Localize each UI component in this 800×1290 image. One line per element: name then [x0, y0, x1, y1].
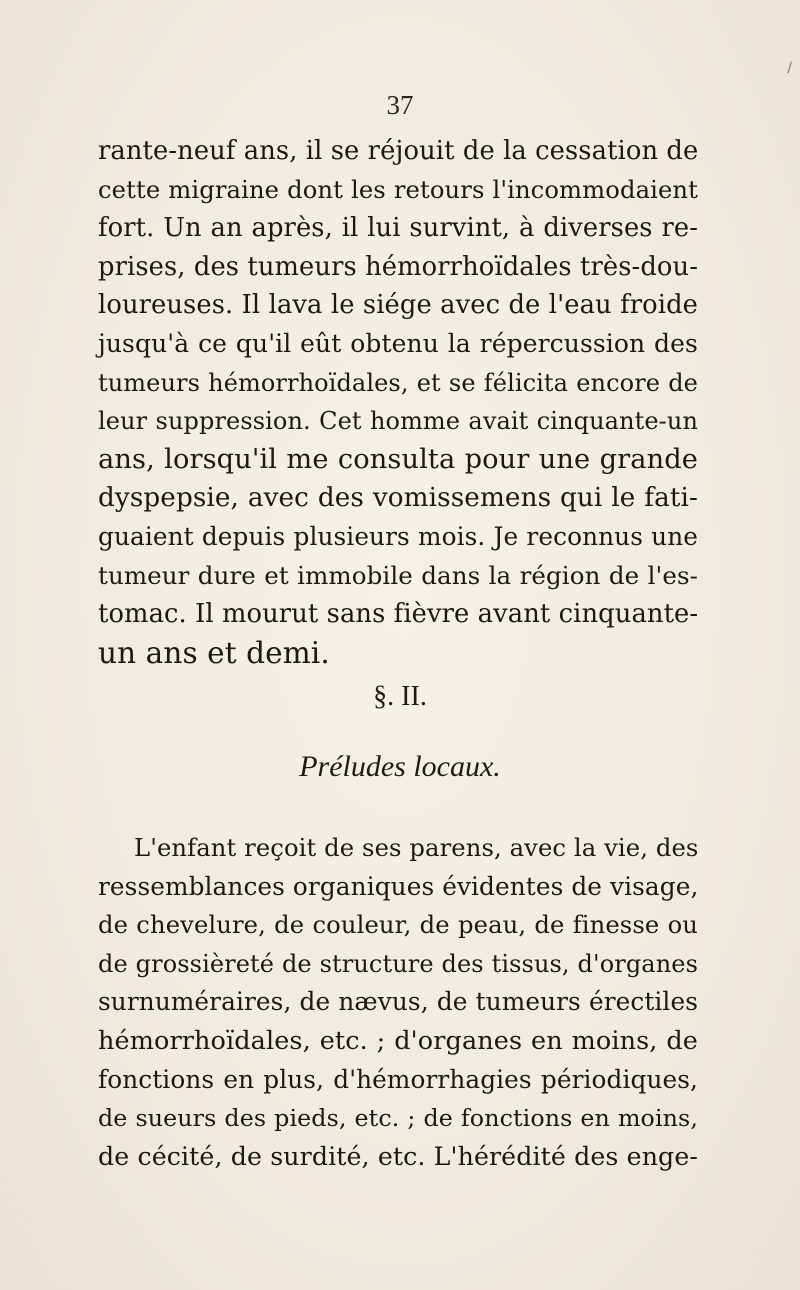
- text-line: jusqu'à ce qu'il eût obtenu la répercussion des: [98, 328, 698, 358]
- text-line: guaient depuis plusieurs mois. Je reconnus une: [98, 521, 698, 551]
- text-line: fonctions en plus, d'hémorrhagies périodiques,: [98, 1064, 698, 1094]
- page-number: 37: [386, 90, 414, 120]
- text-line: tumeur dure et immobile dans la région de l'es-: [98, 560, 698, 590]
- text-line: hémorrhoïdales, etc. ; d'organes en moins, de: [98, 1025, 698, 1056]
- text-line: rante-neuf ans, il se réjouit de la cessation de: [98, 136, 699, 166]
- paragraph-continued: [98, 132, 698, 672]
- text-line: tomac. Il mourut sans fièvre avant cinquante-: [98, 599, 699, 630]
- text-line: dyspepsie, avec des vomissemens qui le fati-: [98, 483, 698, 514]
- text-line: de grossièreté de structure des tissus, d'organes: [98, 949, 698, 978]
- text-line: ressemblances organiques évidentes de visage,: [98, 871, 699, 901]
- text-line: fort. Un an après, il lui survint, à diverses re-: [98, 213, 698, 244]
- text-line: tumeurs hémorrhoïdales, et se félicita encore de: [98, 368, 698, 397]
- text-line: un ans et demi.: [98, 635, 330, 670]
- text-line: de sueurs des pieds, etc. ; de fonctions en moins,: [98, 1104, 698, 1133]
- paragraph-preludes: [98, 829, 698, 1176]
- text-line: prises, des tumeurs hémorrhoïdales très-dou-: [98, 251, 698, 282]
- text-line: surnuméraires, de nævus, de tumeurs érectiles: [98, 987, 698, 1017]
- text-line: L'enfant reçoit de ses parens, avec la vie, des: [134, 833, 699, 862]
- text-line: loureuses. Il lava le siége avec de l'eau froide: [98, 290, 698, 321]
- text-line: cette migraine dont les retours l'incommodaient: [98, 174, 698, 204]
- text-line: de cécité, de surdité, etc. L'hérédité des enge-: [98, 1141, 698, 1171]
- text-line: ans, lorsqu'il me consulta pour une grande: [98, 443, 698, 475]
- corner-mark: /: [787, 60, 792, 77]
- section-number: §. II.: [373, 681, 427, 712]
- text-line: de chevelure, de couleur, de peau, de finesse ou: [98, 910, 698, 940]
- section-title: Préludes locaux.: [299, 750, 501, 783]
- text-line: leur suppression. Cet homme avait cinquante-un: [98, 407, 698, 436]
